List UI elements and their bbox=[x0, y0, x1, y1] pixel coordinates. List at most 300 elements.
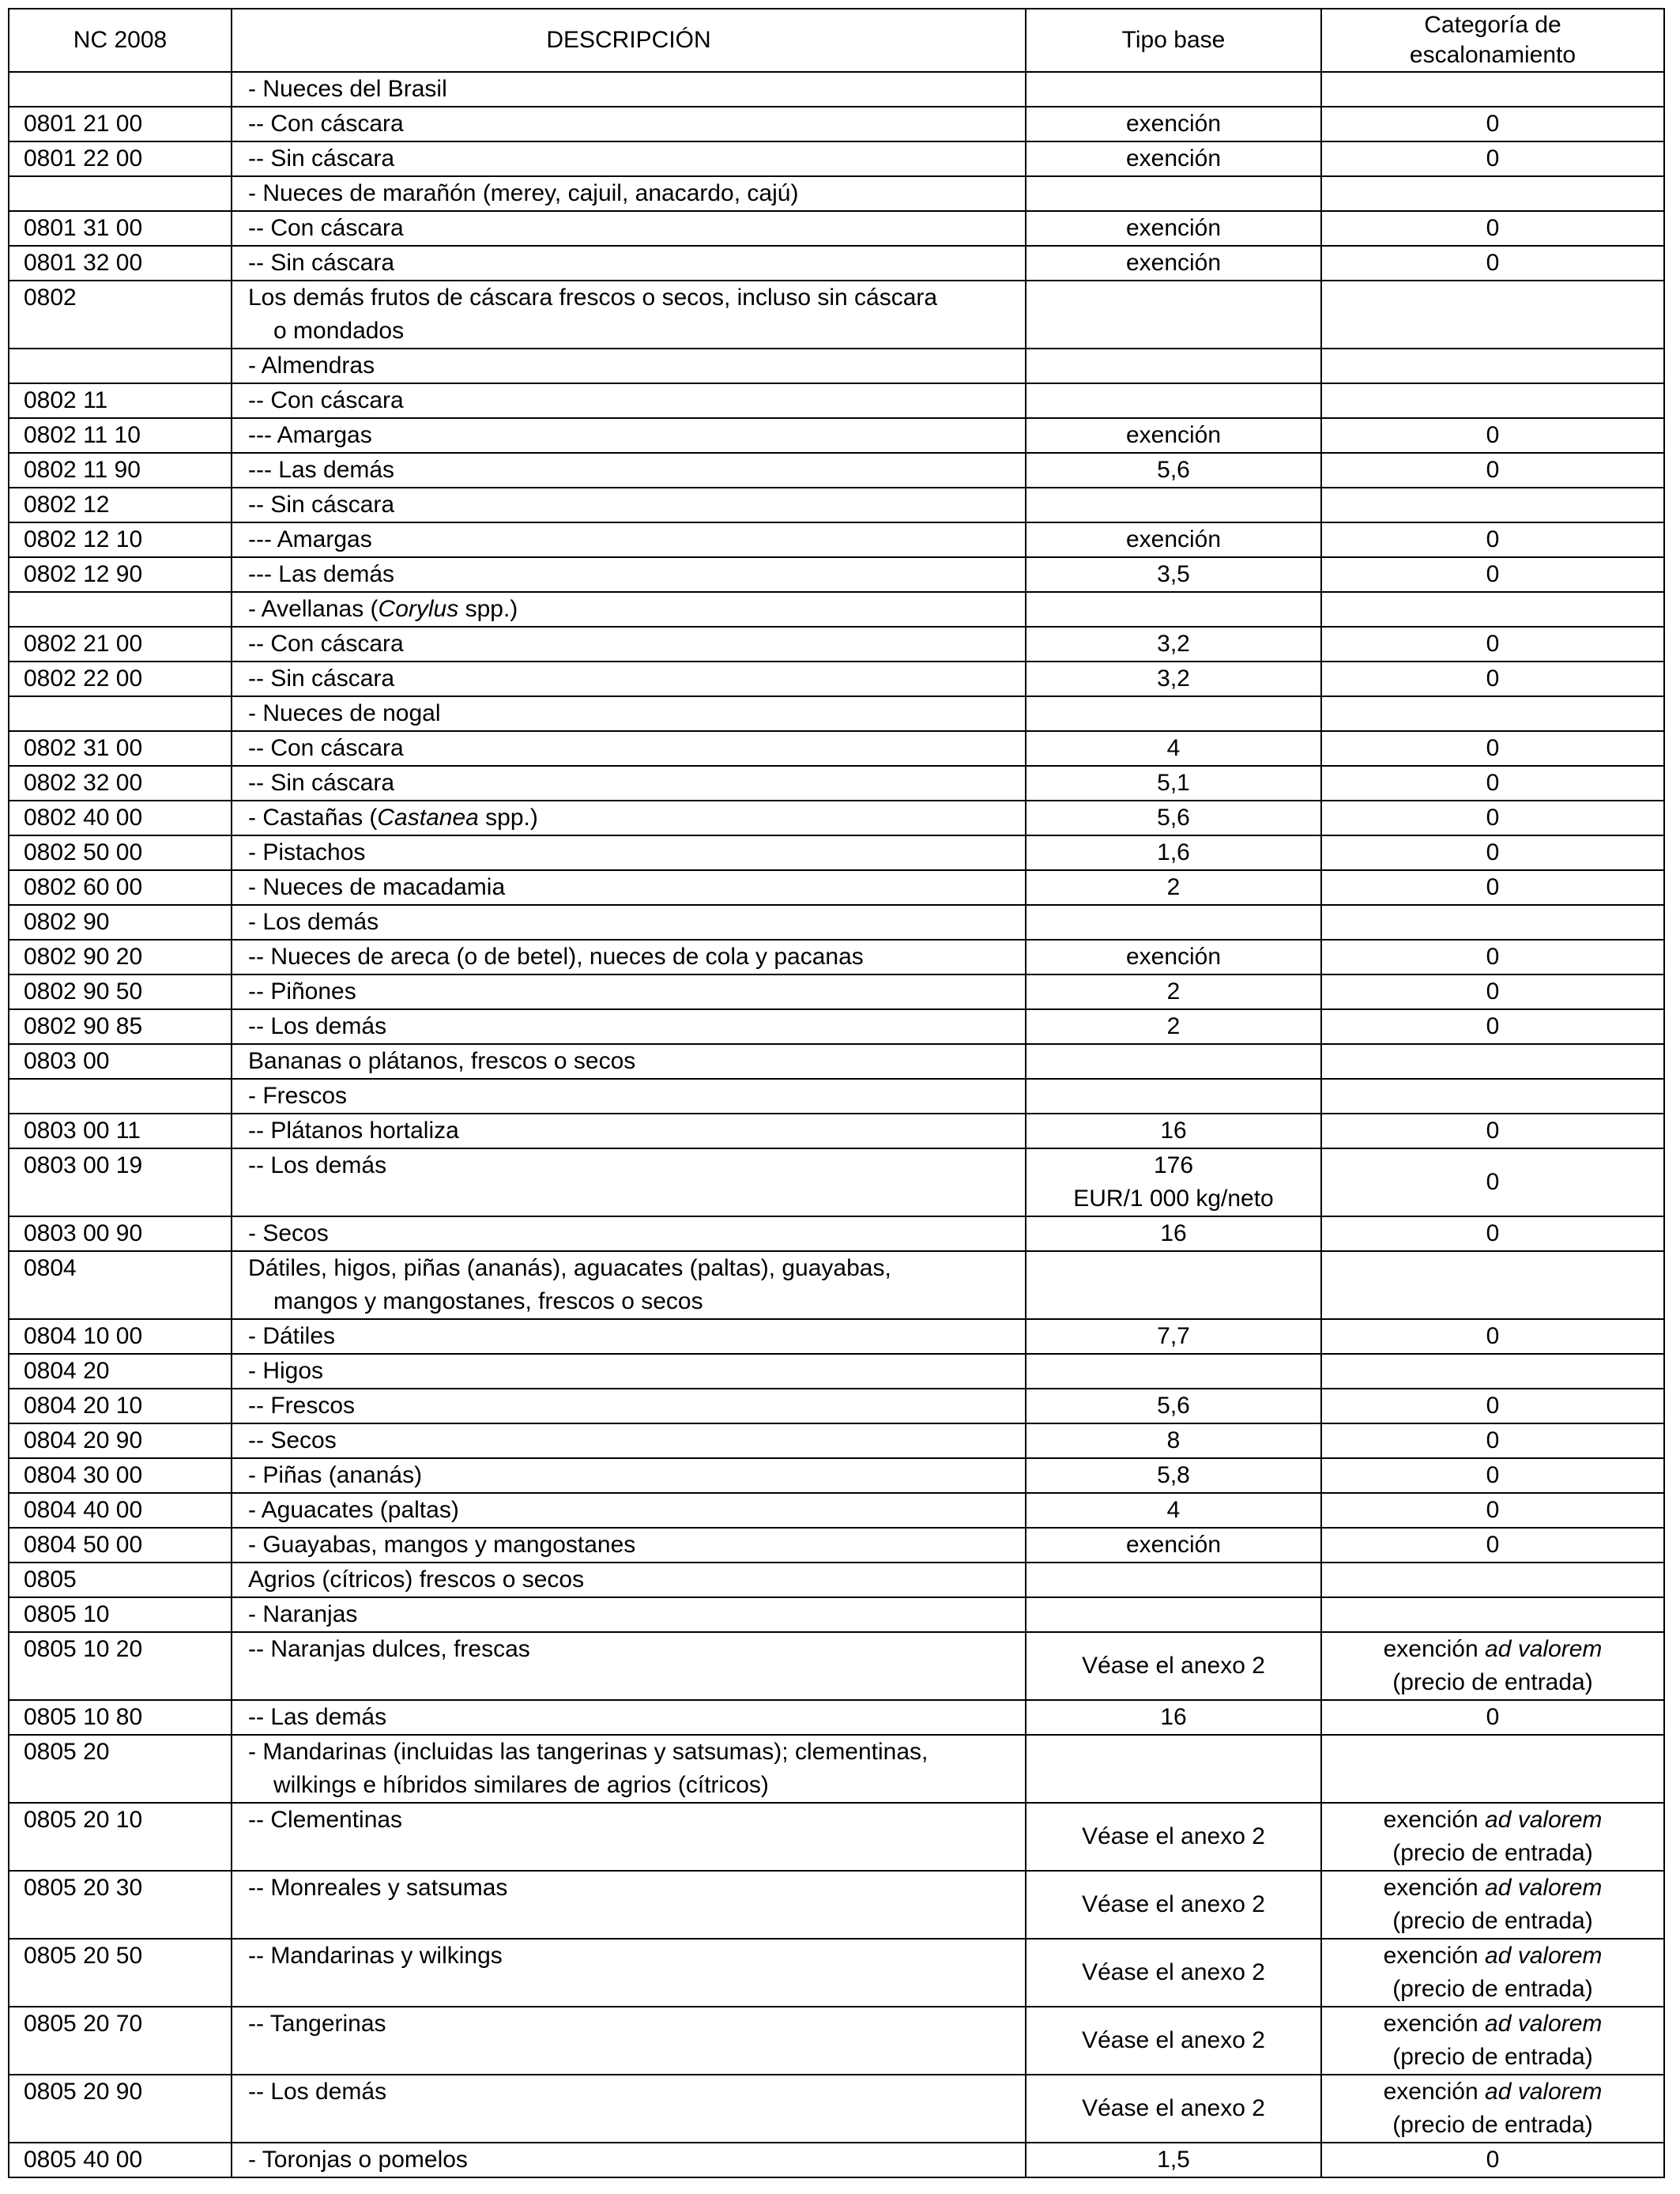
description-text: - Aguacates (paltas) bbox=[248, 1497, 459, 1523]
base-rate: exención bbox=[1125, 1532, 1222, 1558]
staging-category-cell bbox=[1321, 835, 1664, 870]
staging-category: 0 bbox=[1486, 526, 1500, 552]
staging-category: 0 bbox=[1486, 735, 1500, 761]
nc-code-cell bbox=[9, 141, 232, 176]
description-cell bbox=[232, 1251, 1026, 1319]
staging-category-note: (precio de entrada) bbox=[1392, 1976, 1593, 2002]
description-text: - Avellanas ( bbox=[248, 596, 379, 622]
description-text: - Higos bbox=[248, 1358, 324, 1384]
staging-category-cell bbox=[1321, 1251, 1664, 1319]
staging-category-cell bbox=[1321, 1632, 1664, 1700]
staging-category-cell bbox=[1321, 1700, 1664, 1735]
nc-code: 0801 31 00 bbox=[24, 215, 143, 241]
table-row bbox=[9, 176, 1664, 211]
base-rate-cell bbox=[1026, 1423, 1321, 1458]
staging-category-cell bbox=[1321, 766, 1664, 801]
nc-code: 0802 40 00 bbox=[24, 805, 143, 831]
staging-category-cell bbox=[1321, 1597, 1664, 1632]
table-row bbox=[9, 418, 1664, 453]
base-rate-cell bbox=[1026, 696, 1321, 731]
nc-code: 0802 22 00 bbox=[24, 665, 143, 692]
base-rate: Véase el anexo 2 bbox=[1082, 2095, 1265, 2121]
table-row bbox=[9, 870, 1664, 905]
table-row bbox=[9, 281, 1664, 349]
description-cell bbox=[232, 349, 1026, 383]
staging-category: 0 bbox=[1486, 2147, 1500, 2173]
nc-code-cell bbox=[9, 522, 232, 557]
base-rate: 5,1 bbox=[1157, 770, 1190, 796]
base-rate-cell bbox=[1026, 1735, 1321, 1803]
nc-code-cell bbox=[9, 383, 232, 418]
base-rate-cell bbox=[1026, 557, 1321, 592]
description-cell bbox=[232, 1458, 1026, 1493]
staging-category: 0 bbox=[1486, 631, 1500, 657]
base-rate: 8 bbox=[1166, 1427, 1181, 1453]
nc-code-cell bbox=[9, 696, 232, 731]
base-rate-cell bbox=[1026, 1871, 1321, 1939]
nc-code-cell bbox=[9, 1563, 232, 1597]
description-continuation: mangos y mangostanes, frescos o secos bbox=[273, 1288, 703, 1314]
description-suffix: spp.) bbox=[478, 805, 538, 831]
staging-category-cell bbox=[1321, 731, 1664, 766]
table-row bbox=[9, 383, 1664, 418]
base-rate: 5,6 bbox=[1157, 457, 1190, 483]
nc-code-cell bbox=[9, 731, 232, 766]
base-rate: 2 bbox=[1166, 1013, 1181, 1039]
description-text: -- Con cáscara bbox=[248, 111, 404, 137]
table-row bbox=[9, 801, 1664, 835]
nc-code-cell bbox=[9, 1319, 232, 1354]
table-row bbox=[9, 211, 1664, 246]
staging-category: exención bbox=[1383, 1875, 1486, 1901]
base-rate-cell bbox=[1026, 2143, 1321, 2177]
nc-code-cell bbox=[9, 1354, 232, 1389]
base-rate-cell bbox=[1026, 1319, 1321, 1354]
base-rate: 1,5 bbox=[1157, 2147, 1190, 2173]
nc-code-cell bbox=[9, 418, 232, 453]
base-rate: 16 bbox=[1160, 1220, 1187, 1246]
staging-category-cell bbox=[1321, 488, 1664, 522]
nc-code-cell bbox=[9, 1009, 232, 1044]
tariff-table bbox=[8, 8, 1665, 2178]
table-row bbox=[9, 557, 1664, 592]
description-cell bbox=[232, 1079, 1026, 1114]
description-cell bbox=[232, 940, 1026, 974]
description-text: -- Naranjas dulces, frescas bbox=[248, 1636, 530, 1662]
base-rate-cell bbox=[1026, 488, 1321, 522]
staging-category-cell bbox=[1321, 1079, 1664, 1114]
description-continuation: o mondados bbox=[273, 318, 405, 344]
staging-category-note: (precio de entrada) bbox=[1392, 1669, 1593, 1695]
table-row bbox=[9, 107, 1664, 141]
description-cell bbox=[232, 1700, 1026, 1735]
staging-category-cell bbox=[1321, 1216, 1664, 1251]
nc-code: 0804 20 90 bbox=[24, 1427, 143, 1453]
staging-category: 0 bbox=[1486, 215, 1500, 241]
nc-code-cell bbox=[9, 1597, 232, 1632]
description-text: - Nueces de nogal bbox=[248, 700, 441, 726]
nc-code: 0802 50 00 bbox=[24, 839, 143, 865]
base-rate-cell bbox=[1026, 418, 1321, 453]
base-rate-cell bbox=[1026, 870, 1321, 905]
base-rate: 2 bbox=[1166, 874, 1181, 900]
description-text: -- Nueces de areca (o de betel), nueces de cola y pacanas bbox=[248, 944, 864, 970]
nc-code-cell bbox=[9, 2143, 232, 2177]
base-rate-cell bbox=[1026, 211, 1321, 246]
base-rate: 5,6 bbox=[1157, 1393, 1190, 1419]
base-rate-cell bbox=[1026, 1079, 1321, 1114]
table-row bbox=[9, 696, 1664, 731]
staging-category: 0 bbox=[1486, 1427, 1500, 1453]
nc-code-cell bbox=[9, 835, 232, 870]
staging-category-cell bbox=[1321, 940, 1664, 974]
nc-code-cell bbox=[9, 1458, 232, 1493]
nc-code-cell bbox=[9, 974, 232, 1009]
description-cell bbox=[232, 1528, 1026, 1563]
nc-code: 0802 11 90 bbox=[24, 457, 141, 483]
table-row bbox=[9, 1493, 1664, 1528]
staging-category: exención bbox=[1383, 2011, 1486, 2037]
base-rate-cell bbox=[1026, 522, 1321, 557]
description-text: Agrios (cítricos) frescos o secos bbox=[248, 1566, 585, 1593]
description-cell bbox=[232, 801, 1026, 835]
staging-category-note: (precio de entrada) bbox=[1392, 2044, 1593, 2070]
staging-category-italic: ad valorem bbox=[1485, 1943, 1603, 1969]
base-rate: exención bbox=[1125, 250, 1222, 276]
base-rate: 5,6 bbox=[1157, 805, 1190, 831]
nc-code: 0804 10 00 bbox=[24, 1323, 143, 1349]
nc-code-cell bbox=[9, 557, 232, 592]
base-rate: exención bbox=[1125, 145, 1222, 172]
table-body bbox=[9, 72, 1664, 2177]
table-row bbox=[9, 1354, 1664, 1389]
description-text: -- Con cáscara bbox=[248, 735, 404, 761]
nc-code-cell bbox=[9, 1114, 232, 1148]
nc-code: 0804 50 00 bbox=[24, 1532, 143, 1558]
staging-category: 0 bbox=[1486, 1532, 1500, 1558]
staging-category: 0 bbox=[1486, 1013, 1500, 1039]
staging-category-italic: ad valorem bbox=[1485, 1807, 1603, 1833]
description-cell bbox=[232, 1423, 1026, 1458]
nc-code: 0802 21 00 bbox=[24, 631, 143, 657]
staging-category-cell bbox=[1321, 107, 1664, 141]
staging-category-note: (precio de entrada) bbox=[1392, 1840, 1593, 1866]
nc-code: 0802 90 85 bbox=[24, 1013, 143, 1039]
nc-code-cell bbox=[9, 1251, 232, 1319]
base-rate-cell bbox=[1026, 766, 1321, 801]
base-rate-cell bbox=[1026, 905, 1321, 940]
nc-code-cell bbox=[9, 1939, 232, 2007]
table-row bbox=[9, 1597, 1664, 1632]
nc-code: 0803 00 11 bbox=[24, 1118, 141, 1144]
nc-code: 0805 20 bbox=[24, 1739, 110, 1765]
base-rate: exención bbox=[1125, 111, 1222, 137]
base-rate-cell bbox=[1026, 72, 1321, 107]
table-row bbox=[9, 1458, 1664, 1493]
nc-code-cell bbox=[9, 766, 232, 801]
description-text: --- Amargas bbox=[248, 526, 372, 552]
nc-code: 0805 10 20 bbox=[24, 1636, 143, 1662]
base-rate-cell bbox=[1026, 281, 1321, 349]
description-text: -- Sin cáscara bbox=[248, 492, 395, 518]
table-row bbox=[9, 1528, 1664, 1563]
nc-code-cell bbox=[9, 1871, 232, 1939]
description-text: -- Secos bbox=[248, 1427, 337, 1453]
nc-code-cell bbox=[9, 940, 232, 974]
nc-code: 0804 20 10 bbox=[24, 1393, 143, 1419]
nc-code-cell bbox=[9, 1700, 232, 1735]
base-rate-cell bbox=[1026, 1114, 1321, 1148]
nc-code-cell bbox=[9, 1803, 232, 1871]
base-rate-cell bbox=[1026, 1009, 1321, 1044]
base-rate-cell bbox=[1026, 592, 1321, 627]
staging-category-cell bbox=[1321, 1044, 1664, 1079]
table-row bbox=[9, 1148, 1664, 1216]
table-row bbox=[9, 488, 1664, 522]
description-text: Los demás frutos de cáscara frescos o secos, incluso sin cáscara bbox=[248, 285, 938, 311]
table-row bbox=[9, 1114, 1664, 1148]
base-rate: Véase el anexo 2 bbox=[1082, 1959, 1265, 1985]
nc-code-cell bbox=[9, 453, 232, 488]
staging-category-cell bbox=[1321, 2007, 1664, 2075]
nc-code: 0804 30 00 bbox=[24, 1462, 143, 1488]
description-text: - Nueces de marañón (merey, cajuil, anacardo, cajú) bbox=[248, 180, 799, 206]
base-rate-cell bbox=[1026, 731, 1321, 766]
base-rate-cell bbox=[1026, 1354, 1321, 1389]
nc-code: 0805 20 50 bbox=[24, 1943, 143, 1969]
description-cell bbox=[232, 627, 1026, 662]
staging-category: 0 bbox=[1486, 1462, 1500, 1488]
nc-code: 0805 20 70 bbox=[24, 2011, 143, 2037]
nc-code-cell bbox=[9, 870, 232, 905]
nc-code-cell bbox=[9, 905, 232, 940]
nc-code: 0801 21 00 bbox=[24, 111, 143, 137]
base-rate-cell bbox=[1026, 107, 1321, 141]
nc-code: 0805 40 00 bbox=[24, 2147, 143, 2173]
staging-category-cell bbox=[1321, 281, 1664, 349]
staging-category: 0 bbox=[1486, 422, 1500, 448]
nc-code: 0805 20 30 bbox=[24, 1875, 143, 1901]
staging-category-cell bbox=[1321, 1871, 1664, 1939]
base-rate-cell bbox=[1026, 1458, 1321, 1493]
staging-category-cell bbox=[1321, 522, 1664, 557]
description-text: - Mandarinas (incluidas las tangerinas y satsumas); clementinas, bbox=[248, 1739, 929, 1765]
description-cell bbox=[232, 870, 1026, 905]
table-row bbox=[9, 349, 1664, 383]
nc-code-cell bbox=[9, 1148, 232, 1216]
table-row bbox=[9, 1389, 1664, 1423]
description-cell bbox=[232, 1563, 1026, 1597]
staging-category-cell bbox=[1321, 383, 1664, 418]
description-text: Dátiles, higos, piñas (ananás), aguacates (paltas), guayabas, bbox=[248, 1255, 891, 1281]
nc-code-cell bbox=[9, 627, 232, 662]
nc-code-cell bbox=[9, 349, 232, 383]
base-rate: 16 bbox=[1160, 1704, 1187, 1730]
nc-code-cell bbox=[9, 662, 232, 696]
base-rate-cell bbox=[1026, 1939, 1321, 2007]
base-rate: exención bbox=[1125, 526, 1222, 552]
base-rate: 176 bbox=[1153, 1152, 1194, 1178]
staging-category: 0 bbox=[1486, 839, 1500, 865]
nc-code-cell bbox=[9, 2007, 232, 2075]
description-text: -- Los demás bbox=[248, 2079, 387, 2105]
description-text: -- Los demás bbox=[248, 1013, 387, 1039]
description-text: - Piñas (ananás) bbox=[248, 1462, 423, 1488]
staging-category-cell bbox=[1321, 2143, 1664, 2177]
nc-code-cell bbox=[9, 176, 232, 211]
staging-category-note: (precio de entrada) bbox=[1392, 1908, 1593, 1934]
description-text: - Naranjas bbox=[248, 1601, 358, 1627]
nc-code-cell bbox=[9, 1528, 232, 1563]
description-cell bbox=[232, 1632, 1026, 1700]
nc-code-cell bbox=[9, 1044, 232, 1079]
staging-category: 0 bbox=[1486, 770, 1500, 796]
base-rate-cell bbox=[1026, 1597, 1321, 1632]
staging-category: exención bbox=[1383, 1943, 1486, 1969]
description-cell bbox=[232, 1009, 1026, 1044]
description-continuation: wilkings e híbridos similares de agrios (cítricos) bbox=[273, 1772, 769, 1798]
staging-category-cell bbox=[1321, 1389, 1664, 1423]
description-text: --- Las demás bbox=[248, 457, 395, 483]
nc-code-cell bbox=[9, 488, 232, 522]
description-text: -- Tangerinas bbox=[248, 2011, 386, 2037]
base-rate-cell bbox=[1026, 1632, 1321, 1700]
description-cell bbox=[232, 418, 1026, 453]
description-cell bbox=[232, 1871, 1026, 1939]
table-row bbox=[9, 1319, 1664, 1354]
base-rate-unit: EUR/1 000 kg/neto bbox=[1073, 1186, 1274, 1212]
description-cell bbox=[232, 488, 1026, 522]
description-cell bbox=[232, 592, 1026, 627]
table-row bbox=[9, 72, 1664, 107]
base-rate-cell bbox=[1026, 453, 1321, 488]
base-rate: 4 bbox=[1166, 735, 1181, 761]
description-text: -- Sin cáscara bbox=[248, 145, 395, 172]
description-text: - Los demás bbox=[248, 909, 379, 935]
nc-code: 0803 00 bbox=[24, 1048, 110, 1074]
description-text: --- Amargas bbox=[248, 422, 372, 448]
header-staging-line1: Categoría de bbox=[1424, 12, 1561, 38]
description-text: - Pistachos bbox=[248, 839, 366, 865]
nc-code: 0805 bbox=[24, 1566, 77, 1593]
staging-category-cell bbox=[1321, 211, 1664, 246]
table-row bbox=[9, 1871, 1664, 1939]
staging-category-cell bbox=[1321, 1319, 1664, 1354]
base-rate-cell bbox=[1026, 176, 1321, 211]
description-text: -- Sin cáscara bbox=[248, 770, 395, 796]
header-nc-code: NC 2008 bbox=[9, 9, 232, 72]
base-rate-cell bbox=[1026, 1700, 1321, 1735]
table-row bbox=[9, 835, 1664, 870]
staging-category: 0 bbox=[1486, 111, 1500, 137]
staging-category-cell bbox=[1321, 870, 1664, 905]
table-row bbox=[9, 974, 1664, 1009]
nc-code: 0802 90 50 bbox=[24, 978, 143, 1005]
description-text: -- Plátanos hortaliza bbox=[248, 1118, 459, 1144]
description-text: -- Frescos bbox=[248, 1393, 355, 1419]
base-rate-cell bbox=[1026, 974, 1321, 1009]
description-cell bbox=[232, 453, 1026, 488]
base-rate: 3,5 bbox=[1157, 561, 1190, 587]
staging-category-italic: ad valorem bbox=[1485, 2011, 1603, 2037]
base-rate-cell bbox=[1026, 2007, 1321, 2075]
description-text: -- Con cáscara bbox=[248, 387, 404, 413]
table-row bbox=[9, 731, 1664, 766]
description-cell bbox=[232, 1735, 1026, 1803]
description-cell bbox=[232, 2143, 1026, 2177]
staging-category-cell bbox=[1321, 801, 1664, 835]
base-rate: 4 bbox=[1166, 1497, 1181, 1523]
description-cell bbox=[232, 107, 1026, 141]
nc-code: 0802 31 00 bbox=[24, 735, 143, 761]
staging-category-italic: ad valorem bbox=[1485, 2079, 1603, 2105]
nc-code: 0805 20 10 bbox=[24, 1807, 143, 1833]
staging-category: 0 bbox=[1486, 457, 1500, 483]
header-base-rate: Tipo base bbox=[1026, 9, 1321, 72]
staging-category-cell bbox=[1321, 453, 1664, 488]
nc-code-cell bbox=[9, 281, 232, 349]
description-cell bbox=[232, 905, 1026, 940]
description-text: -- Las demás bbox=[248, 1704, 387, 1730]
nc-code-cell bbox=[9, 107, 232, 141]
description-cell bbox=[232, 1389, 1026, 1423]
staging-category-cell bbox=[1321, 627, 1664, 662]
nc-code-cell bbox=[9, 1423, 232, 1458]
staging-category-cell bbox=[1321, 557, 1664, 592]
table-row bbox=[9, 1563, 1664, 1597]
description-suffix: spp.) bbox=[458, 596, 518, 622]
tariff-document bbox=[8, 8, 1663, 2178]
table-row bbox=[9, 1009, 1664, 1044]
base-rate: exención bbox=[1125, 422, 1222, 448]
staging-category-italic: ad valorem bbox=[1485, 1636, 1603, 1662]
description-cell bbox=[232, 522, 1026, 557]
nc-code: 0801 22 00 bbox=[24, 145, 143, 172]
staging-category-cell bbox=[1321, 72, 1664, 107]
staging-category: 0 bbox=[1486, 1118, 1500, 1144]
staging-category: 0 bbox=[1486, 1323, 1500, 1349]
description-text: -- Sin cáscara bbox=[248, 250, 395, 276]
nc-code: 0802 11 bbox=[24, 387, 108, 413]
base-rate-cell bbox=[1026, 801, 1321, 835]
description-text: - Toronjas o pomelos bbox=[248, 2147, 468, 2173]
nc-code-cell bbox=[9, 211, 232, 246]
table-row bbox=[9, 1044, 1664, 1079]
table-row bbox=[9, 1216, 1664, 1251]
base-rate: Véase el anexo 2 bbox=[1082, 1823, 1265, 1849]
description-italic: Castanea bbox=[377, 805, 479, 831]
staging-category-cell bbox=[1321, 974, 1664, 1009]
table-row bbox=[9, 905, 1664, 940]
description-cell bbox=[232, 72, 1026, 107]
staging-category-cell bbox=[1321, 246, 1664, 281]
base-rate-cell bbox=[1026, 1493, 1321, 1528]
base-rate-cell bbox=[1026, 1528, 1321, 1563]
table-row bbox=[9, 592, 1664, 627]
staging-category: 0 bbox=[1486, 805, 1500, 831]
staging-category: 0 bbox=[1486, 1220, 1500, 1246]
description-text: - Dátiles bbox=[248, 1323, 336, 1349]
staging-category: exención bbox=[1383, 1636, 1486, 1662]
description-text: -- Sin cáscara bbox=[248, 665, 395, 692]
table-row bbox=[9, 1632, 1664, 1700]
description-cell bbox=[232, 141, 1026, 176]
staging-category-cell bbox=[1321, 592, 1664, 627]
base-rate-cell bbox=[1026, 1251, 1321, 1319]
staging-category: exención bbox=[1383, 2079, 1486, 2105]
staging-category-cell bbox=[1321, 418, 1664, 453]
nc-code-cell bbox=[9, 801, 232, 835]
